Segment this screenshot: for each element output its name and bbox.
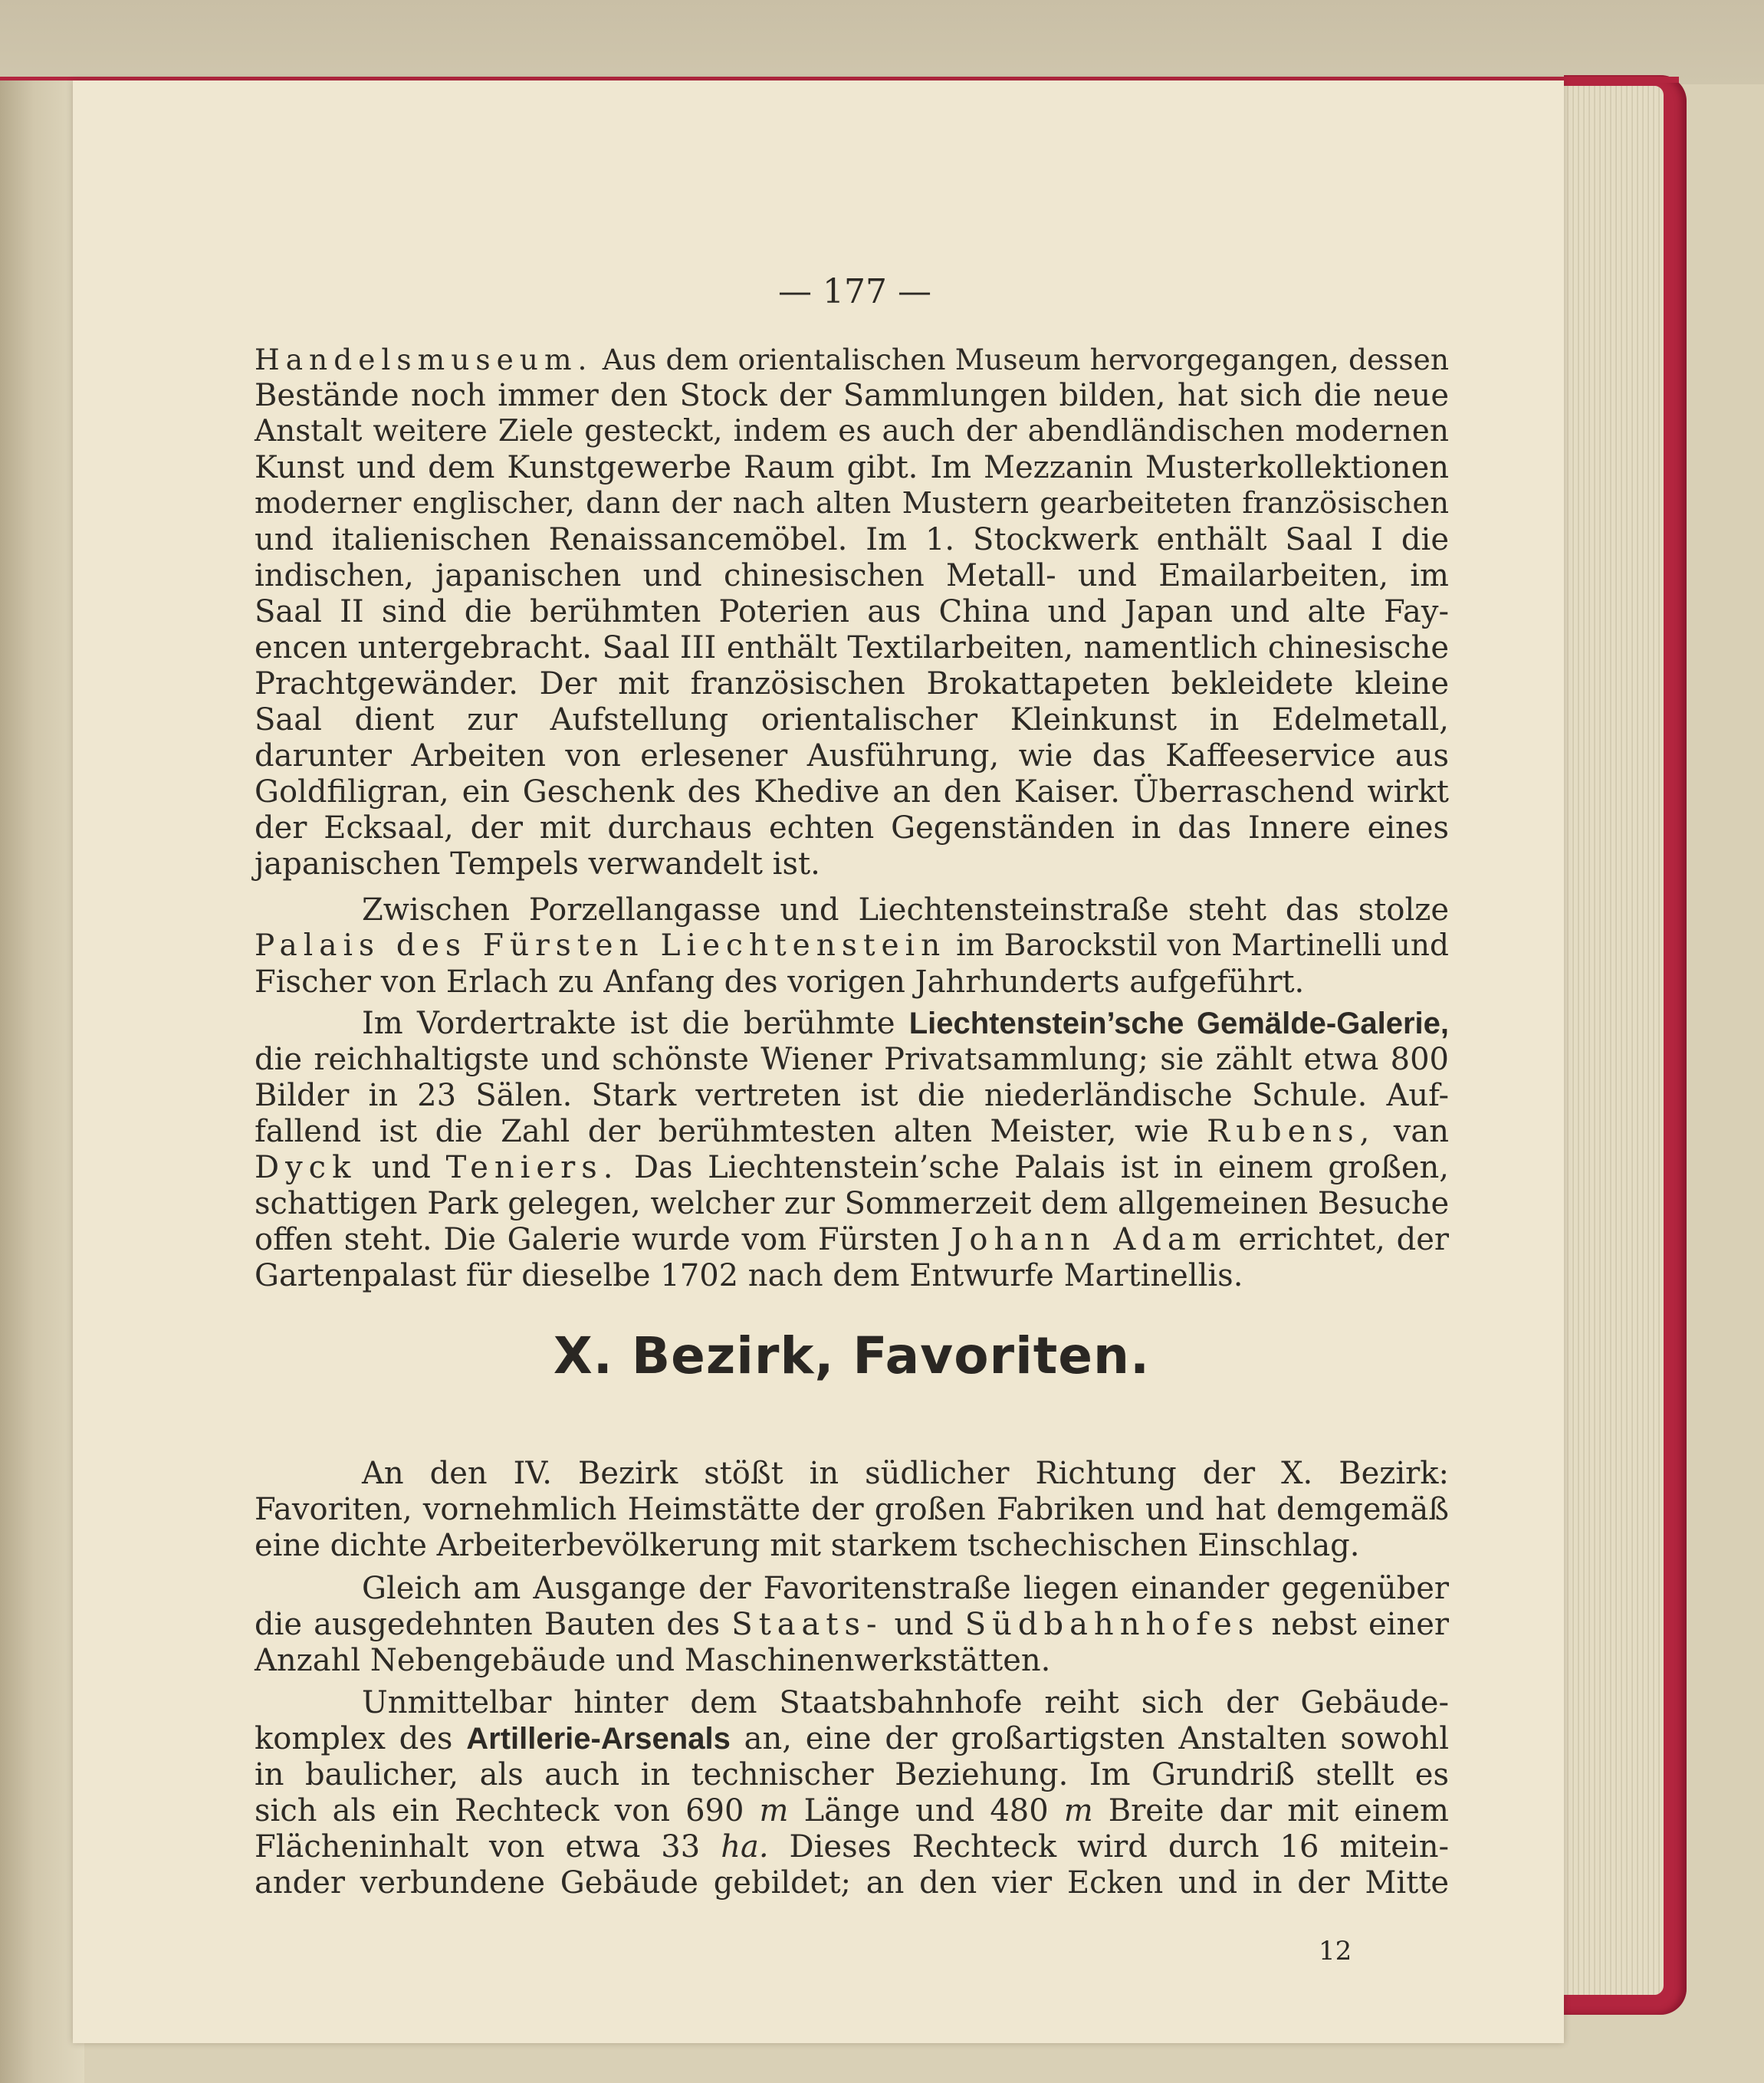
- text-line: Gartenpalast für dieselbe 1702 nach dem Entwurfe Martinellis.: [255, 1258, 1243, 1293]
- text-line: ander verbundene Gebäude gebildet; an den vier Ecken und in der Mitte: [255, 1865, 1449, 1901]
- text-line: darunter Arbeiten von erlesener Ausführung, wie das Kaffeeservice aus: [255, 738, 1449, 774]
- text-line: japanischen Tempels verwandelt ist.: [255, 846, 820, 882]
- text-line: moderner englischer, dann der nach alten Mustern gearbeiteten französischen: [255, 486, 1449, 521]
- text-line: Saal II sind die berühmten Poterien aus China und Japan und alte Fay-: [255, 594, 1449, 629]
- text-line: Bilder in 23 Sälen. Stark vertreten ist die niederländische Schule. Auf-: [255, 1078, 1449, 1113]
- text-line: Favoriten, vornehmlich Heimstätte der großen Fabriken und hat demgemäß: [255, 1492, 1449, 1527]
- text-line: Anstalt weitere Ziele gesteckt, indem es auch der abendländischen modernen: [255, 414, 1449, 448]
- page-number: — 177 —: [778, 272, 931, 311]
- text-line: die ausgedehnten Bauten des Staats- und Südbahnhofes nebst einer: [255, 1607, 1450, 1642]
- text-line: An den IV. Bezirk stößt in südlicher Richtung der X. Bezirk:: [362, 1456, 1449, 1491]
- text-line: Fischer von Erlach zu Anfang des vorigen Jahrhunderts aufgeführt.: [255, 964, 1305, 1000]
- facing-page-edge: [0, 80, 84, 2083]
- text-line: Unmittelbar hinter dem Staatsbahnhofe reiht sich der Gebäude-: [362, 1685, 1449, 1720]
- text-line: Kunst und dem Kunstgewerbe Raum gibt. Im Mezzanin Musterkollektionen: [255, 450, 1449, 485]
- text-line: Saal dient zur Aufstellung orientalischer Kleinkunst in Edelmetall,: [255, 702, 1449, 738]
- signature-mark: 12: [1319, 1936, 1352, 1966]
- text-line: Dyck und Teniers. Das Liechtenstein’sche Palais ist in einem großen,: [255, 1150, 1450, 1185]
- background-top: [0, 0, 1764, 84]
- text-line: Prachtgewänder. Der mit französischen Brokattapeten bekleidete kleine: [255, 666, 1449, 701]
- text-line: sich als ein Rechteck von 690 m Länge und 480 m Breite dar mit einem: [255, 1793, 1449, 1828]
- text-line: komplex des Artillerie-Arsenals an, eine der großartigsten Anstalten sowohl: [255, 1721, 1449, 1756]
- text-line: und italienischen Renaissancemöbel. Im 1. Stockwerk enthält Saal I die: [255, 522, 1449, 557]
- text-line: Anzahl Nebengebäude und Maschinenwerkstätten.: [255, 1643, 1051, 1678]
- text-line: indischen, japanischen und chinesischen Metall- und Emailarbeiten, im: [255, 558, 1449, 593]
- text-line: Zwischen Porzellangasse und Liechtensteinstraße steht das stolze: [362, 892, 1449, 928]
- text-line: offen steht. Die Galerie wurde vom Fürsten Johann Adam errichtet, der: [255, 1222, 1450, 1257]
- text-line: Gleich am Ausgange der Favoritenstraße liegen einander gegenüber: [362, 1571, 1449, 1606]
- text-line: in baulicher, als auch in technischer Beziehung. Im Grundriß stellt es: [255, 1757, 1449, 1792]
- section-heading: X. Bezirk, Favoriten.: [553, 1326, 1151, 1385]
- text-line: Im Vordertrakte ist die berühmte Liechtenstein’sche Gemälde-Galerie,: [362, 1006, 1449, 1041]
- text-line: der Ecksaal, der mit durchaus echten Gegenständen in das Innere eines: [255, 810, 1449, 846]
- page-edges: [1564, 86, 1664, 1995]
- text-line: Flächeninhalt von etwa 33 ha. Dieses Rechteck wird durch 16 mitein-: [255, 1829, 1449, 1865]
- text-line: fallend ist die Zahl der berühmtesten alten Meister, wie Rubens, van: [255, 1114, 1450, 1149]
- text-line: Palais des Fürsten Liechtenstein im Barockstil von Martinelli und: [255, 928, 1449, 963]
- book-page: [73, 80, 1564, 2043]
- text-line: eine dichte Arbeiterbevölkerung mit starkem tschechischen Einschlag.: [255, 1528, 1360, 1563]
- text-line: encen untergebracht. Saal III enthält Textilarbeiten, namentlich chinesische: [255, 630, 1449, 665]
- text-line: die reichhaltigste und schönste Wiener Privatsammlung; sie zählt etwa 800: [255, 1042, 1449, 1077]
- text-line: Goldfiligran, ein Geschenk des Khedive an den Kaiser. Überraschend wirkt: [255, 774, 1449, 810]
- text-line: Handelsmuseum. Aus dem orientalischen Museum hervorgegangen, dessen: [255, 343, 1449, 376]
- text-line: Bestände noch immer den Stock der Sammlungen bilden, hat sich die neue: [255, 378, 1449, 413]
- text-line: schattigen Park gelegen, welcher zur Sommerzeit dem allgemeinen Besuche: [255, 1186, 1450, 1221]
